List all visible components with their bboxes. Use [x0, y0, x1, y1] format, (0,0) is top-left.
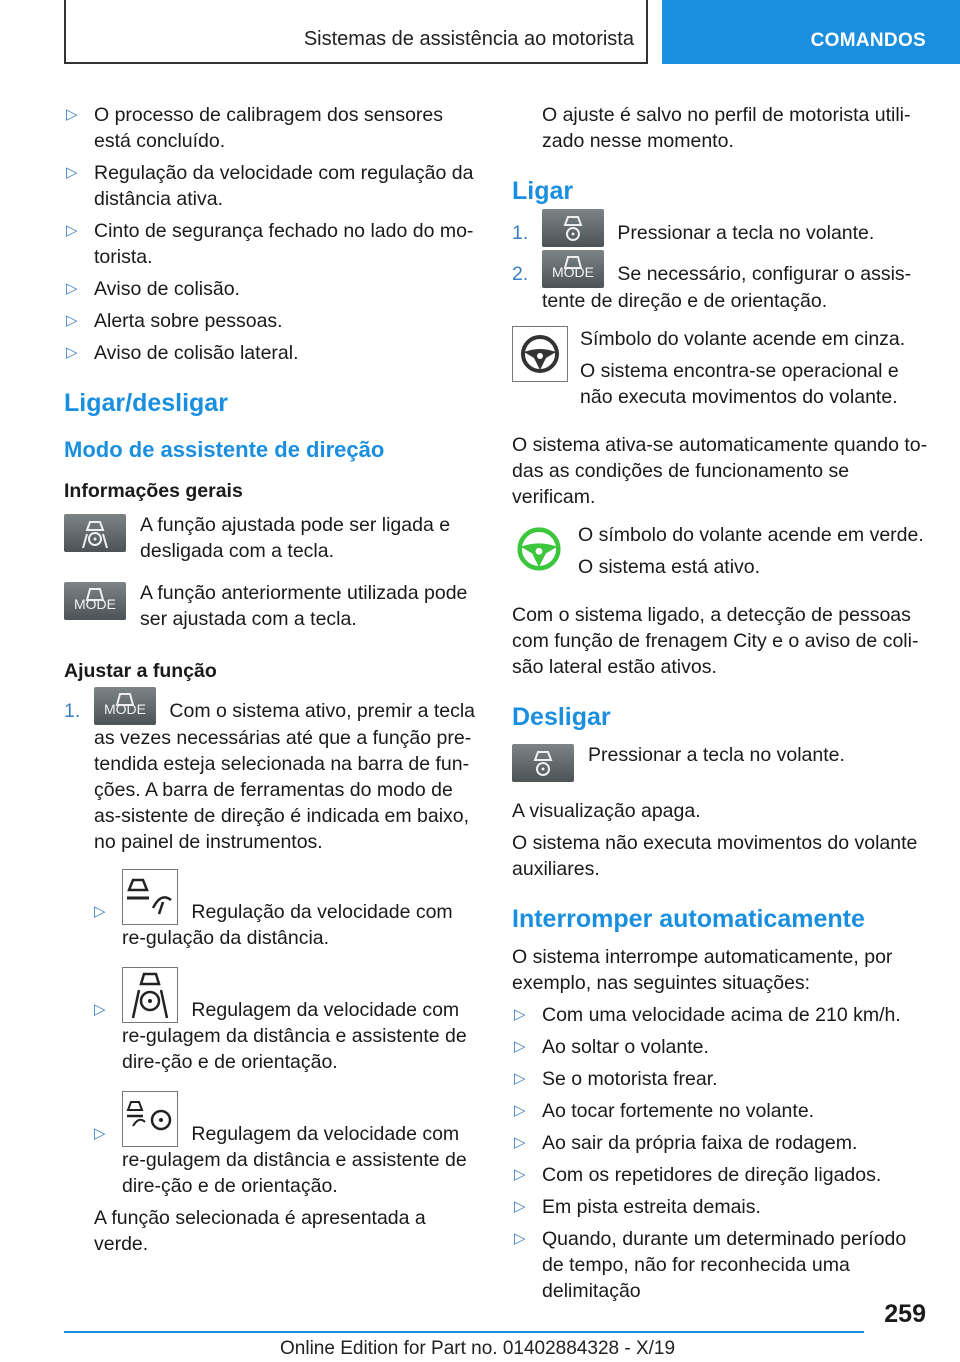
list-item: ▷ Aviso de colisão lateral. [66, 342, 299, 364]
bullet-icon: ▷ [94, 902, 106, 920]
general-text-1: A função ajustada pode ser ligada e desligada com a tecla. [140, 514, 451, 562]
bullet-icon: ▷ [514, 1037, 526, 1055]
heading-desligar: Desligar [512, 702, 611, 731]
car-wheel-icon [81, 518, 109, 548]
steering-assist-button-icon [542, 209, 604, 247]
heading-modo-assistente: Modo de assistente de direção [64, 437, 385, 462]
list-item: ▷ Regulação da velocidade com regulação da distância ativa. [66, 162, 474, 210]
bullet-icon: ▷ [66, 222, 78, 239]
green-wheel-row: O símbolo do volante acende em verde. O sistema está ativo. [512, 522, 930, 586]
list-item: ▷ Em pista estreita demais. [514, 1195, 761, 1218]
list-item: ▷ Ao tocar fortemente no volante. [514, 1099, 815, 1122]
bullet-icon: ▷ [94, 1124, 106, 1142]
left-column [64, 102, 476, 1263]
bullet-icon: ▷ [514, 1101, 526, 1119]
with-system-text: Com o sistema ligado, a detecção de pessoas com função de frenagem City e o aviso de coli‐são lateral estão ativos. [512, 603, 919, 678]
bullet-icon: ▷ [514, 1005, 526, 1023]
footer-divider [64, 1331, 864, 1333]
list-item: ▷ Se o motorista frear. [514, 1067, 718, 1090]
heading-ligar-desligar: Ligar/desligar [64, 389, 228, 417]
list-item: ▷ Regulação da velocidade com re‐gulação da distância. [64, 869, 476, 951]
bullet-icon: ▷ [514, 1165, 526, 1183]
bullet-icon: ▷ [94, 1000, 106, 1018]
footer-edition: Online Edition for Part no. 01402884328 - X/19 [280, 1338, 676, 1359]
car-wheel-icon [529, 748, 557, 778]
list-item: ▷ Aviso de colisão. [66, 278, 240, 300]
list-item: ▷ Ao sair da própria faixa de rodagem. [514, 1131, 858, 1154]
bullet-icon: ▷ [514, 1069, 526, 1087]
bullet-icon: ▷ [66, 280, 78, 297]
mode-button-icon: MODE [94, 687, 156, 725]
heading-informacoes-gerais: Informações gerais [64, 480, 243, 502]
list-item: ▷ Regulagem da velocidade com re‐gulagem da distância e assistente de dire‐ção e de orientação. [64, 1091, 476, 1199]
selected-text: A função selecionada é apresentada a verde. [94, 1206, 426, 1255]
speed-distance-wheel-icon [122, 1091, 178, 1147]
list-item: ▷ Ao soltar o volante. [514, 1035, 709, 1058]
car-wheel-icon [122, 967, 178, 1023]
mode-button-icon: MODE [64, 582, 126, 620]
steering-wheel-grey-icon [512, 326, 568, 382]
off-text-3: O sistema não executa movimentos do volante auxiliares. [512, 831, 918, 880]
info-row-1 [64, 512, 476, 564]
header-title-box [64, 0, 648, 64]
header-section: COMANDOS [810, 30, 926, 51]
step-1: 1. MODE Com o sistema ativo, premir a tecla as vezes necessárias até que a função pre‐tendida esteja selecionada na barra de fun‐ções. A barra de ferramentas do modo de as‐sistente de direção é indicada em baixo, no painel de instrumentos. [64, 698, 476, 855]
mode-button-icon: MODE [542, 250, 604, 288]
grey-wheel-row: Símbolo do volante acende em cinza. O sistema encontra-se operacional e não executa movimentos do volante. [512, 326, 930, 416]
list-item: ▷ Cinto de segurança fechado no lado do mo‐torista. [66, 220, 474, 268]
info-row-2 [64, 580, 476, 632]
list-item: ▷ Alerta sobre pessoas. [66, 310, 283, 332]
bullet-icon: ▷ [514, 1229, 526, 1247]
on-step-2: 2. MODE Se necessário, configurar o assis‐tente de direção e de orientação. [512, 261, 930, 314]
list-item: ▷ Com os repetidores de direção ligados. [514, 1163, 882, 1186]
general-text-2: A função anteriormente utilizada pode ser ajustada com a tecla. [140, 582, 468, 630]
heading-ligar: Ligar [512, 177, 574, 205]
bullet-icon: ▷ [66, 106, 78, 123]
bullet-icon: ▷ [66, 312, 78, 329]
steering-wheel-green-icon [512, 522, 566, 576]
speed-distance-icon [122, 869, 178, 925]
steering-assist-button-icon [512, 744, 574, 782]
bullet-icon: ▷ [66, 164, 78, 181]
car-wheel-icon [559, 213, 587, 243]
auto-on-text: O sistema ativa-se automaticamente quando to‐das as condições de funcionamento se verificam. [512, 433, 928, 508]
bullet-icon: ▷ [66, 344, 78, 361]
off-text-2: A visualização apaga. [512, 799, 701, 822]
intro-text: O ajuste é salvo no perfil de motorista utili‐zado nesse momento. [542, 104, 911, 152]
bullet-icon: ▷ [514, 1197, 526, 1215]
list-item: ▷ Com uma velocidade acima de 210 km/h. [514, 1003, 901, 1026]
header-section-tab[interactable] [662, 0, 960, 64]
header-title: Sistemas de assistência ao motorista [303, 28, 634, 50]
page-number: 259 [884, 1300, 926, 1328]
heading-ajustar-funcao: Ajustar a função [64, 660, 217, 682]
interrupt-intro: O sistema interrompe automaticamente, por exemplo, nas seguintes situações: [512, 945, 893, 994]
on-step-1: 1. Pressionar a tecla no volante. [512, 220, 930, 247]
list-item: ▷ Regulagem da velocidade com re‐gulagem da distância e assistente de dire‐ção e de orientação. [64, 967, 476, 1075]
bullet-icon: ▷ [514, 1133, 526, 1151]
steering-assist-button-icon [64, 514, 126, 552]
list-item: ▷ O processo de calibragem dos sensores está concluído. [66, 104, 444, 152]
list-item: ▷ Quando, durante um determinado período de tempo, não for reconhecida uma delimitação [514, 1227, 907, 1302]
right-column [512, 102, 930, 1310]
off-row: Pressionar a tecla no volante. [512, 742, 930, 782]
heading-interromper: Interromper automaticamente [512, 904, 865, 933]
